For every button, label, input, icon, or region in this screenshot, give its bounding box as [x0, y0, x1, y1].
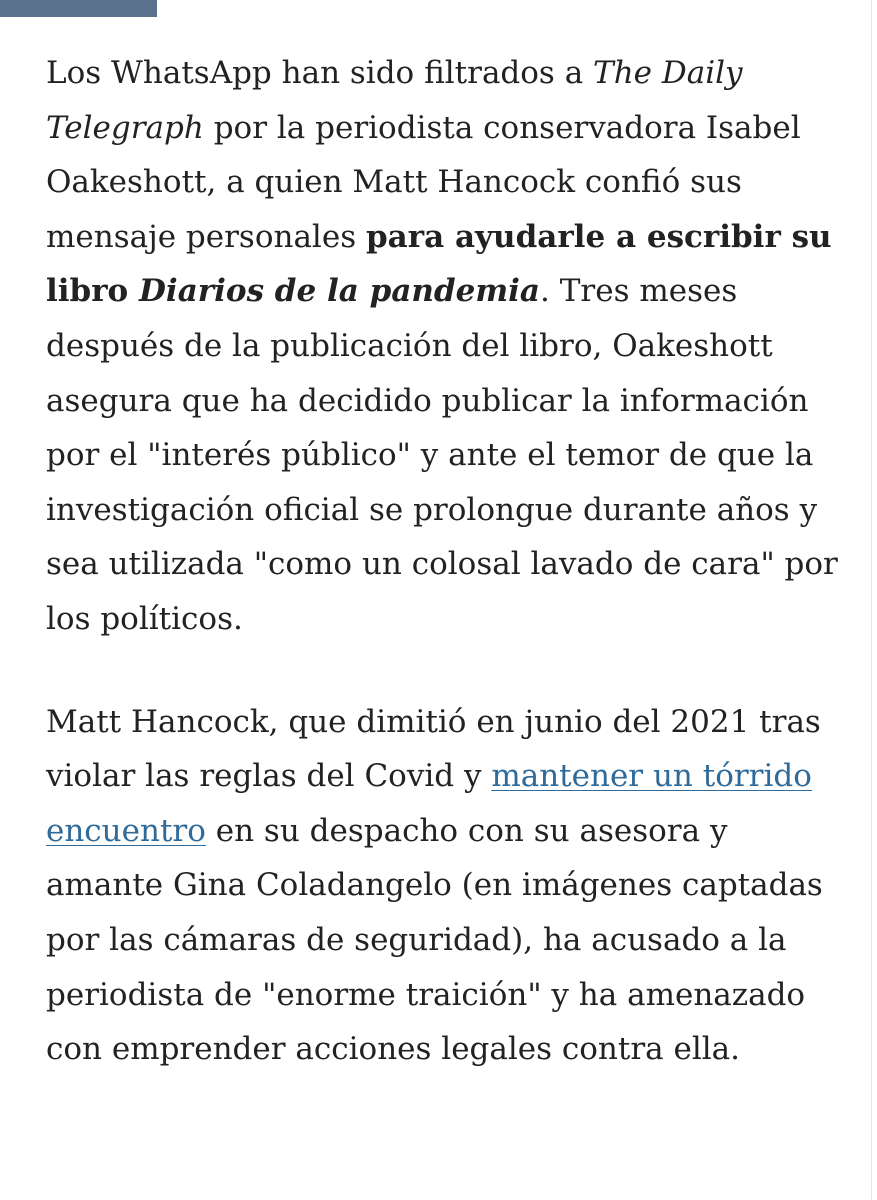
page-edge-divider — [871, 0, 872, 1200]
p2-text-intro: Matt Hancock, que dimitió en junio del 2021 tras violar las reglas del Covid y — [46, 703, 821, 795]
p1-bold-text: para ayudarle a escribir su libro — [46, 218, 832, 310]
paragraph-hancock-reaction — [46, 695, 846, 1077]
publication-name: The Daily Telegraph — [46, 55, 743, 146]
p1-text-intro: Los WhatsApp han sido filtrados a — [46, 55, 594, 91]
article-body — [46, 46, 846, 1077]
p1-text-journalist: por la periodista conservadora Isabel Oakeshott, a quien Matt Hancock confió sus mensaje personales — [46, 109, 801, 255]
book-title: Diarios de la pandemia — [139, 273, 541, 310]
paragraph-whatsapp-leak — [46, 46, 846, 647]
section-accent-bar — [0, 0, 157, 17]
p1-text-rest: . Tres meses después de la publicación del libro, Oakeshott asegura que ha decidido publicar la información por el "interés público" y ante el temor de que la investigación oficial se prolongue durante años y sea utilizada "como un colosal lavado de cara" por los políticos. — [46, 273, 838, 637]
p2-text-rest: en su despacho con su asesora y amante Gina Coladangelo (en imágenes captadas por las cámaras de seguridad), ha acusado a la periodista de "enorme traición" y ha amenazado con emprender acciones legales contra ella. — [46, 812, 823, 1068]
encounter-article-link[interactable]: mantener un tórrido encuentro — [46, 758, 812, 849]
